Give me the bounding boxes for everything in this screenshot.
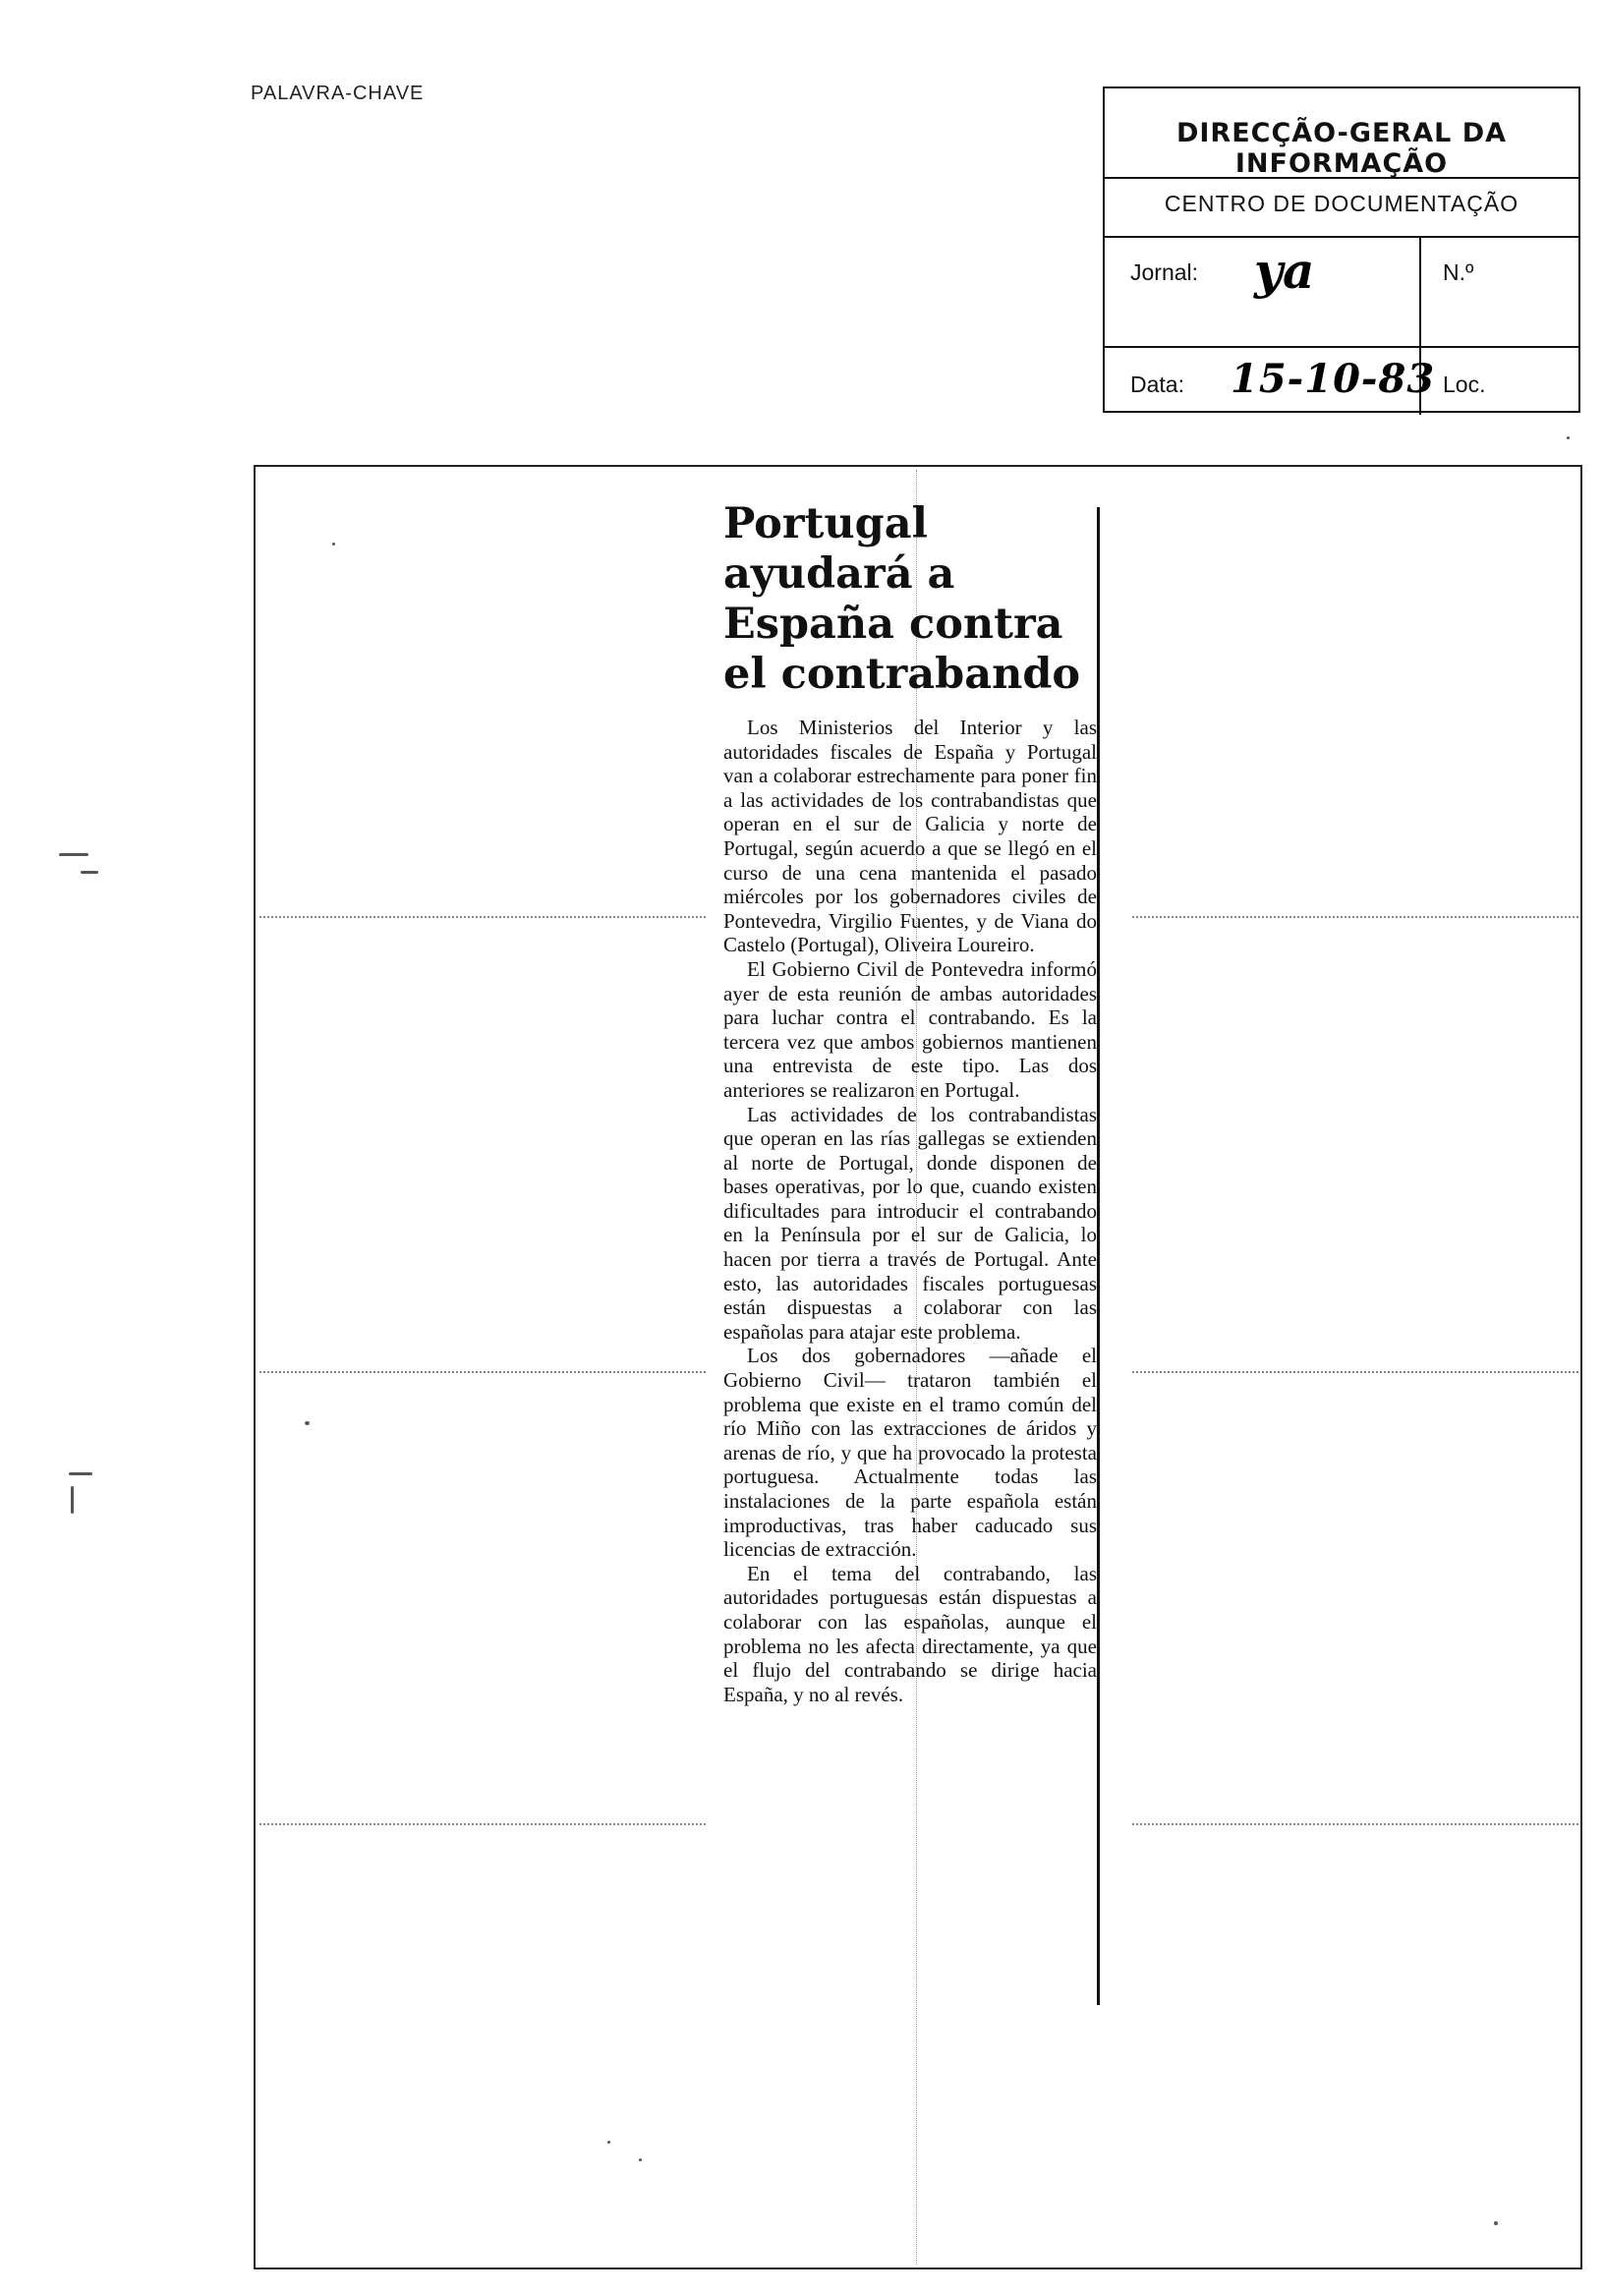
scan-speck (332, 543, 335, 545)
fold-line-left (259, 1823, 706, 1825)
documentation-stamp (1103, 86, 1580, 413)
scan-speck (71, 1486, 74, 1514)
scan-speck (59, 853, 88, 856)
stamp-subtitle-row (1105, 179, 1578, 238)
scan-speck (69, 1472, 92, 1475)
jornal-label: Jornal: (1130, 259, 1199, 285)
keyword-label: PALAVRA-CHAVE (251, 83, 425, 104)
scan-speck (81, 871, 98, 874)
fold-line-left (259, 916, 706, 918)
article-paragraph: Los Ministerios del Interior y las autoridades fiscales de España y Portugal van a colaborar estrechamente para poner fin a las actividades de los contrabandistas que operan en el sur de Galicia y norte de Portugal, según acuerdo a que se llegó en el curso de una cena mantenida el pasado miércoles por los gobernadores civiles de Pontevedra, Virgilio Fuentes, y de Viana do Castelo (Portugal), Oliveira Loureiro. (723, 716, 1097, 957)
article-headline: Portugal ayudará a España contra el contrabando (723, 499, 1081, 699)
scan-speck (607, 2141, 610, 2144)
article-body (723, 716, 1097, 1706)
loc-label: Loc. (1443, 372, 1486, 397)
stamp-subtitle: CENTRO DE DOCUMENTAÇÃO (1164, 191, 1519, 216)
news-article (723, 499, 1097, 1706)
fold-line-right (1132, 1823, 1578, 1825)
column-rule (1097, 507, 1100, 2005)
stamp-title: DIRECÇÃO-GERAL DA INFORMAÇÃO (1175, 118, 1508, 179)
numero-label: N.º (1443, 259, 1474, 285)
stamp-title-row (1105, 88, 1578, 179)
article-paragraph: El Gobierno Civil de Pontevedra informó ayer de esta reunión de ambas autoridades para luchar contra el contrabando. Es la tercera vez que ambos gobiernos mantienen una entrevista de este tipo. Las dos anteriores se realizaron en Portugal. (723, 956, 1097, 1102)
data-handwritten-value: 15-10-83 (1231, 356, 1436, 402)
article-paragraph: Las actividades de los contrabandistas que operan en las rías gallegas se extienden al norte de Portugal, donde disponen de bases operativas, por lo que, cuando existen dificultades para introducir el contrabando en la Península por el sur de Galicia, lo hacen por tierra a través de Portugal. Ante esto, las autoridades fiscales portuguesas están dispuestas a colaborar con las españolas para atajar este problema. (723, 1102, 1097, 1344)
scan-speck (639, 2158, 642, 2161)
stamp-jornal-row (1105, 238, 1578, 348)
article-paragraph: En el tema del contrabando, las autoridades portuguesas están dispuestas a colaborar con las españolas, aunque el problema no les afecta directamente, ya que el flujo del contrabando se dirige hacia España, y no al revés. (723, 1561, 1097, 1706)
scan-speck (1567, 436, 1570, 439)
jornal-handwritten-value: ya (1254, 242, 1315, 300)
fold-line-right (1132, 1371, 1578, 1373)
scan-speck (305, 1421, 310, 1425)
fold-line-right (1132, 916, 1578, 918)
data-label: Data: (1130, 372, 1184, 397)
fold-line-left (259, 1371, 706, 1373)
scan-speck (1494, 2221, 1498, 2225)
article-paragraph: Los dos gobernadores —añade el Gobierno Civil— trataron también el problema que existe en el tramo común del río Miño con las extracciones de áridos y arenas de río, y que ha provocado la protesta portuguesa. Actualmente todas las instalaciones de la parte española están improductivas, tras haber caducado sus licencias de extracción. (723, 1344, 1097, 1562)
